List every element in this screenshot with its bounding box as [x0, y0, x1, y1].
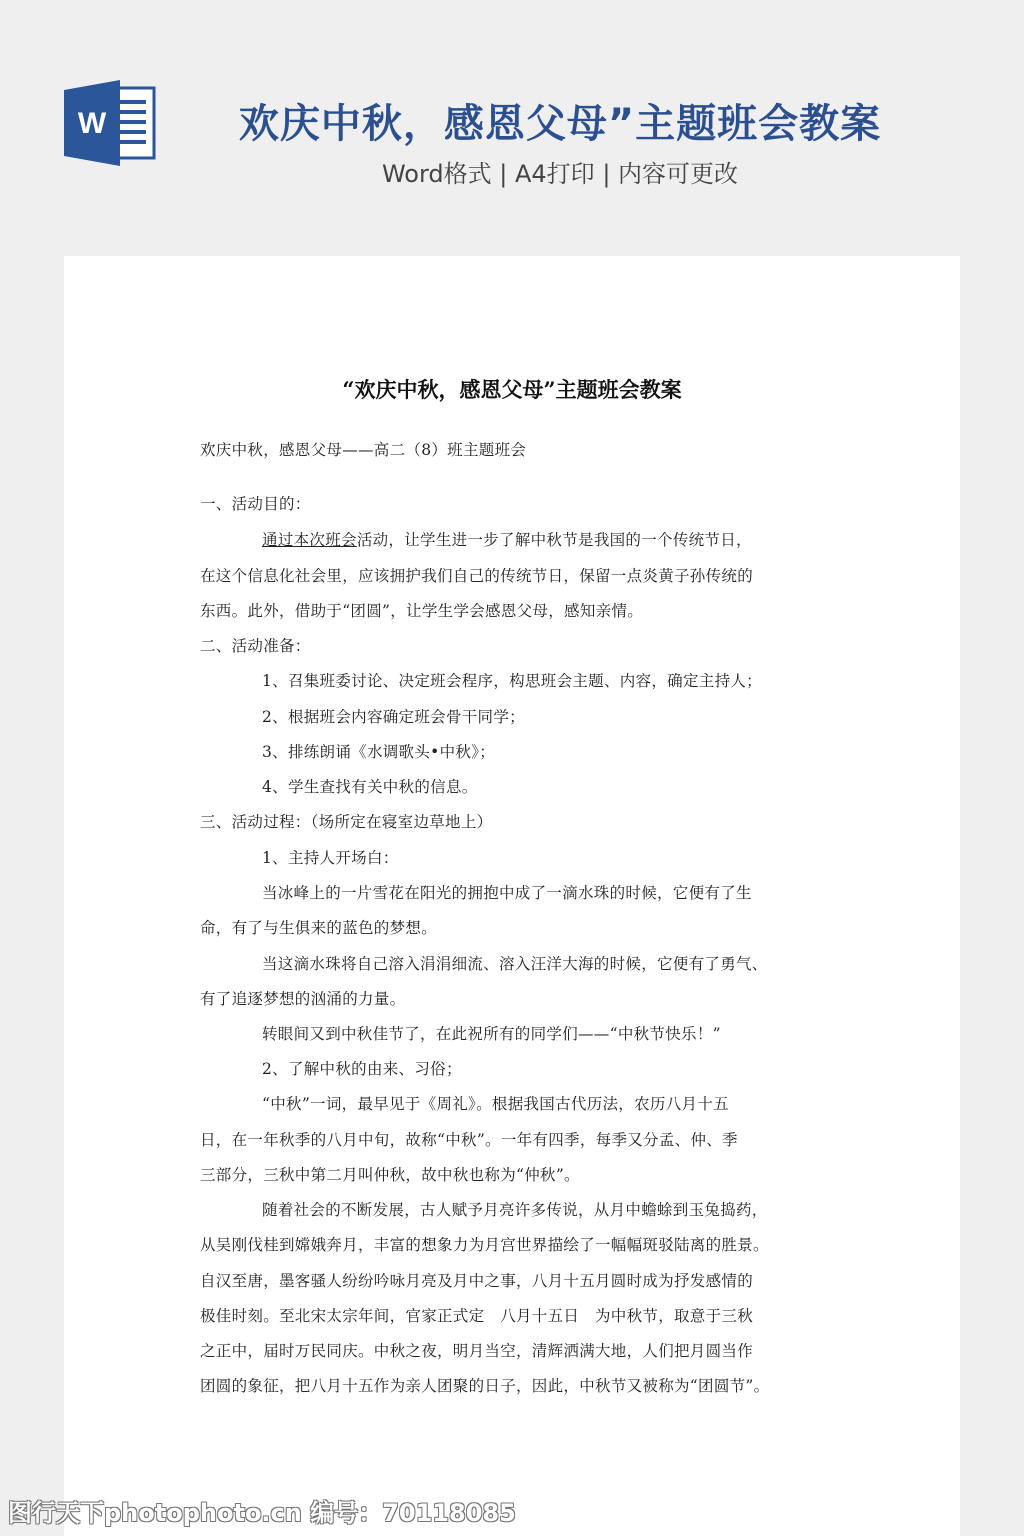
document-line: 三、活动过程：（场所定在寝室边草地上） [200, 813, 493, 831]
document-line: 二、活动准备： [200, 637, 311, 655]
document-line: 3、排练朗诵《水调歌头•中秋》； [262, 743, 496, 761]
document-line: 当冰峰上的一片雪花在阳光的拥抱中成了一滴水珠的时候，它便有了生 [262, 884, 752, 902]
document-line: 当这滴水珠将自己溶入涓涓细流、溶入汪洋大海的时候，它便有了勇气、 [262, 955, 768, 973]
document-line: 1、主持人开场白： [262, 849, 399, 867]
watermark: 图行天下photophoto.cn 编号：70118085 [8, 1499, 516, 1527]
document-page [64, 256, 960, 1536]
document-line: “中秋”一词，最早见于《周礼》。根据我国古代历法，农历八月十五 [262, 1095, 729, 1113]
document-line: 2、了解中秋的由来、习俗； [262, 1060, 462, 1078]
word-icon [64, 80, 158, 166]
document-line: 一、活动目的： [200, 495, 311, 513]
document-line: 命，有了与生俱来的蓝色的梦想。 [200, 919, 438, 937]
document-line: 之正中，届时万民同庆。中秋之夜，明月当空，清辉洒满大地，人们把月圆当作 [200, 1342, 754, 1360]
document-title: “欢庆中秋，感恩父母”主题班会教案 [342, 377, 682, 402]
document-line: 4、学生查找有关中秋的信息。 [262, 778, 478, 796]
banner-title: 欢庆中秋，感恩父母”主题班会教案 [238, 101, 882, 147]
document-line: 随着社会的不断发展，古人赋予月亮许多传说，从月中蟾蜍到玉兔捣药， [262, 1201, 768, 1219]
document-line: 从吴刚伐桂到嫦娥奔月，丰富的想象力为月宫世界描绘了一幅幅斑驳陆离的胜景。 [200, 1236, 769, 1254]
document-line: 在这个信息化社会里，应该拥护我们自己的传统节日，保留一点炎黄子孙传统的 [200, 567, 754, 585]
document-line: 极佳时刻。至北宋太宗年间，官家正式定 八月十五日 为中秋节，取意于三秋 [200, 1307, 754, 1325]
document-line: 1、召集班委讨论、决定班会程序，构思班会主题、内容，确定主持人； [262, 672, 762, 690]
document-line: 三部分，三秋中第二月叫仲秋，故中秋也称为“仲秋”。 [200, 1166, 580, 1184]
document-line [262, 528, 752, 550]
document-line: 团圆的象征，把八月十五作为亲人团聚的日子，因此，中秋节又被称为“团圆节”。 [200, 1377, 770, 1395]
underlined-text: 通过本次班会 [262, 531, 357, 549]
document-line: 东西。此外，借助于“团圆”，让学生学会感恩父母，感知亲情。 [200, 602, 644, 620]
document-line: 转眼间又到中秋佳节了，在此祝所有的同学们——“中秋节快乐！” [262, 1025, 721, 1043]
logo-letter: W [77, 107, 107, 140]
document-line: 2、根据班会内容确定班会骨干同学； [262, 708, 525, 726]
banner-subtitle: Word格式 | A4打印 | 内容可更改 [381, 160, 739, 188]
document-line: 自汉至唐，墨客骚人纷纷吟咏月亮及月中之事，八月十五月圆时成为抒发感情的 [200, 1272, 754, 1290]
line-rest: 活动，让学生进一步了解中秋节是我国的一个传统节日， [356, 531, 752, 549]
document-line: 日，在一年秋季的八月中旬，故称“中秋”。一年有四季，每季又分孟、仲、季 [200, 1131, 738, 1149]
document-line: 有了追逐梦想的汹涌的力量。 [200, 990, 406, 1008]
document-line: 欢庆中秋，感恩父母——高二（8）班主题班会 [200, 441, 527, 459]
banner-header [0, 0, 1024, 256]
